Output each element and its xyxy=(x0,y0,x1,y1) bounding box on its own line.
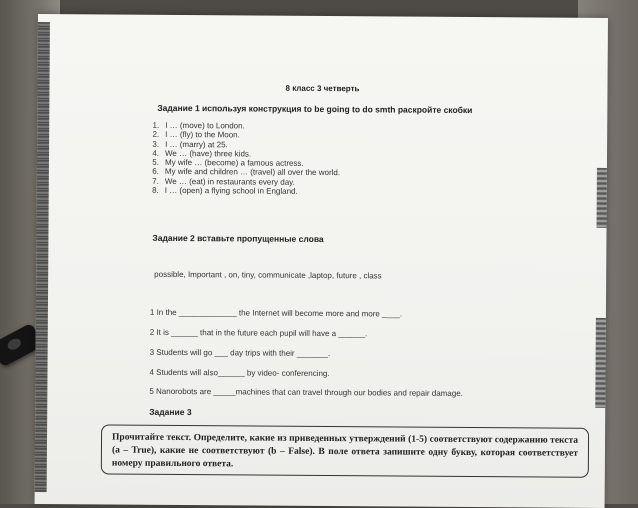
list-item: 3. I … (marry) at 25. xyxy=(152,139,228,149)
list-item: 8. I … (open) a flying school in England. xyxy=(152,185,298,196)
scan-edge-left xyxy=(35,22,50,492)
scan-edge-right-top xyxy=(597,168,607,228)
sentence-3: 3 Students will go ___ day trips with their _______. xyxy=(149,347,331,359)
list-item: 1. I … (move) to London. xyxy=(152,120,245,131)
sentence-5: 5 Nanorobots are _____machines that can travel through our bodies and repair damage. xyxy=(149,386,463,398)
sentence-1: 1 In the _____________ the Internet will become more and more ____. xyxy=(149,307,403,319)
word-bank: possible, Important , on, tiny, communicate ,laptop, future , class xyxy=(154,269,382,281)
scan-edge-right-bottom xyxy=(595,318,606,408)
list-item: 7. We … (eat) in restaurants every day. xyxy=(152,176,295,187)
page-heading: 8 класс 3 четверть xyxy=(285,83,360,94)
task2-title: Задание 2 вставьте пропущенные слова xyxy=(152,232,324,244)
list-item: 6. My wife and children … (travel) all over the world. xyxy=(152,167,341,178)
worksheet-paper xyxy=(35,14,608,508)
task1-list xyxy=(142,121,341,197)
task3-title: Задание 3 xyxy=(149,406,192,418)
task1-title: Задание 1 используя конструкция to be going to do smth раскройте скобки xyxy=(157,102,473,116)
task3-instruction-box: Прочитайте текст. Определите, какие из приведенных утверждений (1-5) соответствуют содержанию текста (a – True), какие не соответствуют (b – False). В поле ответа запишите одну букву, которая соответствует номеру правильного ответа. xyxy=(101,424,589,477)
list-item: 5. My wife … (become) a famous actress. xyxy=(152,157,304,169)
list-item: 4. We … (have) three kids. xyxy=(152,148,252,159)
list-item: 2. I … (fly) to the Moon. xyxy=(152,130,240,140)
sentence-4: 4 Students will also______ by video- conferencing. xyxy=(149,367,330,379)
sentence-2: 2 It is ______ that in the future each pupil will have a ______. xyxy=(149,327,368,339)
